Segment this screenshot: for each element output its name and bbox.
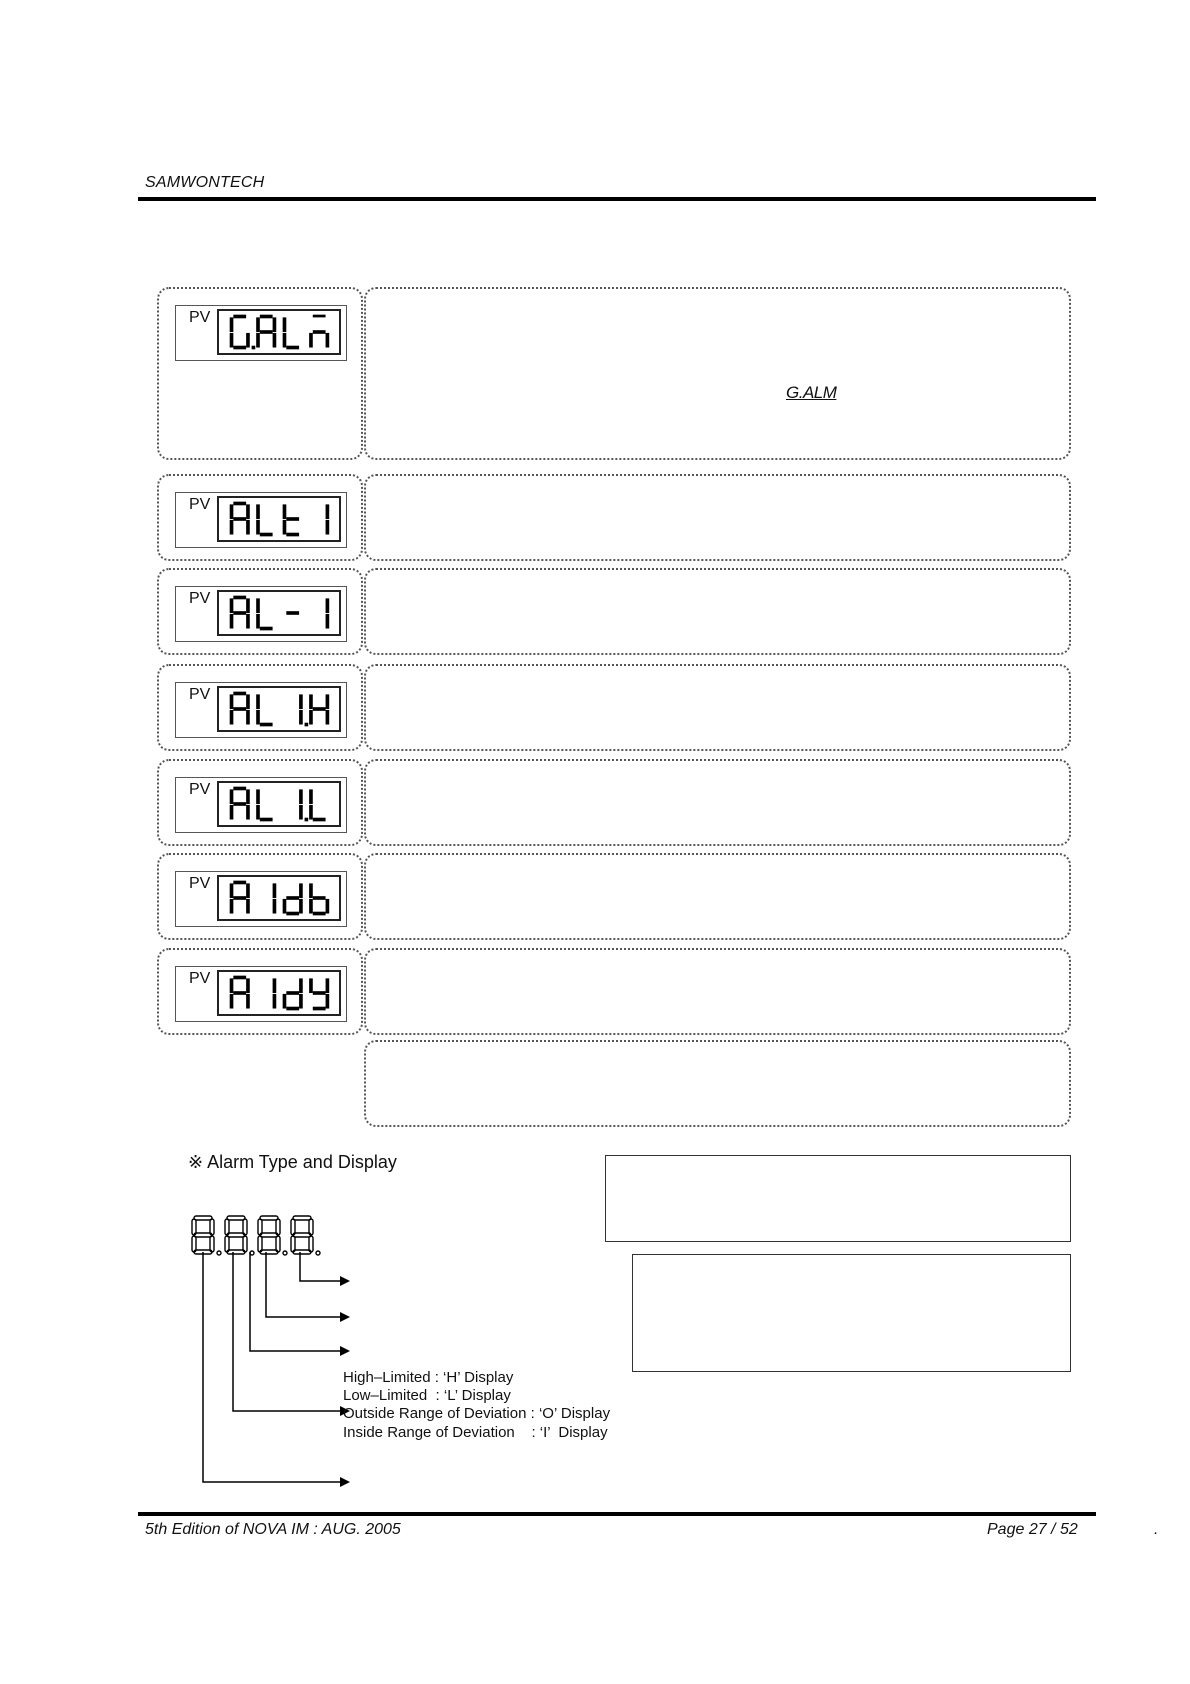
alarm-type-title: ※ Alarm Type and Display	[188, 1152, 397, 1172]
parameter-display-panel	[157, 568, 363, 655]
legend-high-limited: High–Limited : ‘H’ Display	[343, 1369, 514, 1386]
pv-lcd	[175, 305, 347, 361]
pv-lcd	[175, 871, 347, 927]
alarm-type-box-lower	[632, 1254, 1071, 1372]
seven-segment-code	[217, 970, 341, 1016]
parameter-display-panel	[157, 474, 363, 561]
legend-inside-deviation: Inside Range of Deviation : ‘I’ Display	[343, 1424, 608, 1441]
parameter-display-panel	[157, 664, 363, 751]
header-rule	[138, 197, 1096, 201]
parameter-description-panel	[364, 568, 1071, 655]
alarm-type-box-upper	[605, 1155, 1071, 1242]
company-name: SAMWONTECH	[145, 174, 265, 191]
pv-label: PV	[189, 309, 211, 326]
seven-segment-code	[217, 875, 341, 921]
parameter-description-panel	[364, 474, 1071, 561]
parameter-display-panel	[157, 759, 363, 846]
legend-outside-deviation: Outside Range of Deviation : ‘O’ Display	[343, 1405, 611, 1422]
edition-text: 5th Edition of NOVA IM : AUG. 2005	[145, 1521, 401, 1538]
seven-segment-code	[217, 590, 341, 636]
parameter-description-panel	[364, 759, 1071, 846]
parameter-description-panel	[364, 948, 1071, 1035]
seven-segment-code	[217, 686, 341, 732]
pv-lcd	[175, 682, 347, 738]
note-panel	[364, 1040, 1071, 1127]
parameter-display-panel	[157, 948, 363, 1035]
pv-label: PV	[189, 875, 211, 892]
parameter-description-panel	[364, 287, 1071, 460]
page-number: Page 27 / 52	[987, 1521, 1078, 1538]
pv-lcd	[175, 492, 347, 548]
seven-segment-code	[217, 496, 341, 542]
pv-lcd	[175, 586, 347, 642]
pv-label: PV	[189, 496, 211, 513]
parameter-display-panel	[157, 853, 363, 940]
pv-label: PV	[189, 781, 211, 798]
pv-label: PV	[189, 686, 211, 703]
seven-segment-code	[217, 781, 341, 827]
pv-label: PV	[189, 970, 211, 987]
seven-segment-code	[217, 309, 341, 355]
parameter-description-panel	[364, 664, 1071, 751]
pv-lcd	[175, 966, 347, 1022]
alarm-digit-arrows	[180, 1250, 360, 1490]
parameter-description-panel	[364, 853, 1071, 940]
pv-lcd	[175, 777, 347, 833]
footer-rule	[138, 1512, 1096, 1516]
legend-low-limited: Low–Limited : ‘L’ Display	[343, 1387, 511, 1404]
galm-reference-link[interactable]: G.ALM	[786, 383, 837, 402]
parameter-display-panel	[157, 287, 363, 460]
footer-dot: .	[1154, 1521, 1159, 1538]
pv-label: PV	[189, 590, 211, 607]
